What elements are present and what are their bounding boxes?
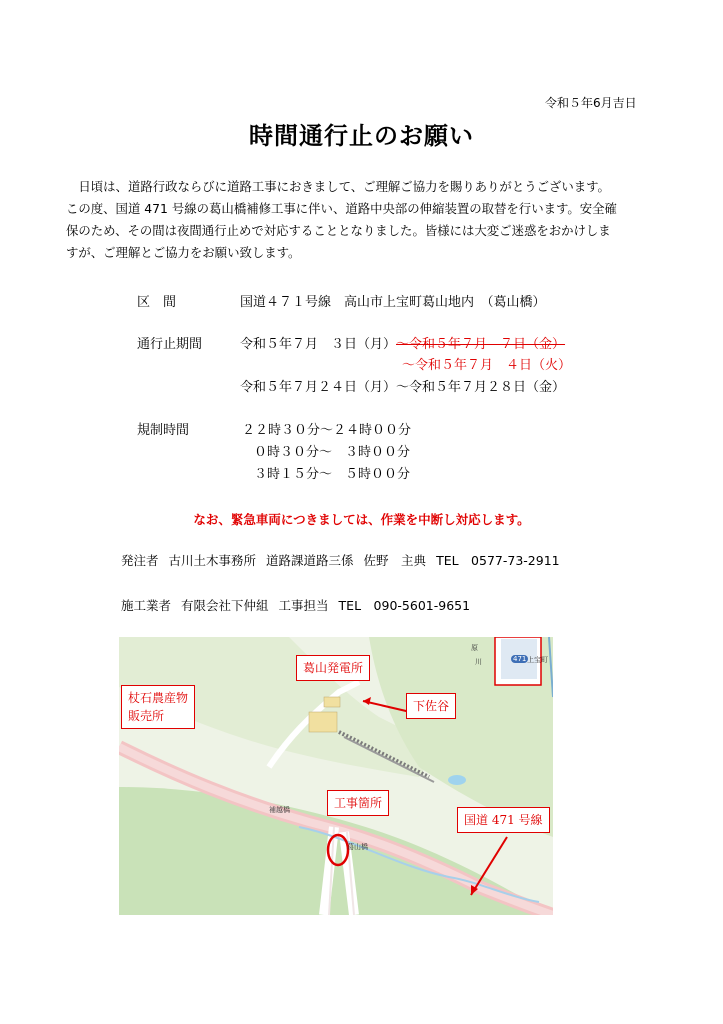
callout-worksite: 工事箇所 — [327, 790, 389, 816]
kana-map-label: 原 — [471, 644, 478, 652]
callout-power-station: 葛山発電所 — [296, 655, 370, 681]
contractor-company: 有限会社下仲組 — [181, 598, 269, 613]
contractor-person: 工事担当 — [278, 598, 329, 613]
section-label: 区 間 — [137, 295, 177, 310]
contractor-tel: TEL 090-5601-9651 — [338, 598, 471, 613]
intro-line: 保のため、その間は夜間通行止めで対応することとなりました。皆様には大変ご迷惑をおかけしま — [66, 223, 611, 238]
callout-farm-shop — [121, 685, 195, 729]
site-map — [119, 637, 553, 915]
regulation-label: 規制時間 — [137, 423, 190, 438]
emergency-notice: なお、緊急車両につきましては、作業を中断し対応します。 — [193, 512, 530, 527]
closure-revised-end: ～令和５年７月 ４日（火） — [402, 358, 572, 373]
contractor-role: 施工業者 — [121, 598, 172, 613]
closure-label: 通行止期間 — [137, 337, 203, 352]
intro-line: この度、国道 471 号線の葛山橋補修工事に伴い、道路中央部の伸縮装置の取替を行います。安全確 — [66, 201, 617, 216]
bridge-map-label: 葛山橋 — [347, 843, 368, 851]
cross-map-label: 補越橋 — [269, 806, 290, 814]
callout-shimosadani: 下佐谷 — [406, 693, 456, 719]
orderer-office: 古川土木事務所 — [168, 553, 257, 568]
issue-date: 令和５年6月吉日 — [545, 96, 637, 110]
closure-start: 令和５年７月 ３日（月） — [240, 337, 397, 352]
river-map-label: 川 — [475, 658, 482, 666]
intro-line: 日頃は、道路行政ならびに道路工事におきまして、ご理解ご協力を賜りありがとうございます。 — [66, 179, 610, 194]
page-title: 時間通行止のお願い — [249, 122, 474, 150]
intro-paragraph — [66, 176, 666, 264]
intro-line: すが、ご理解とご協力をお願い致します。 — [66, 245, 301, 260]
closure-line-3: 令和５年７月２４日（月）～令和５年７月２８日（金） — [240, 380, 566, 395]
orderer-person: 佐野 主典 — [363, 553, 427, 568]
regulation-time: ３時１５分～ ５時００分 — [254, 467, 411, 482]
orderer-role: 発注者 — [121, 553, 159, 568]
callout-route: 国道 471 号線 — [457, 807, 550, 833]
orderer-contact — [121, 551, 570, 569]
contractor-contact — [121, 596, 480, 614]
section-value: 国道４７１号線 高山市上宝町葛山地内 （葛山橋） — [240, 295, 546, 310]
orderer-tel: TEL 0577-73-2911 — [436, 553, 560, 568]
orderer-dept: 道路課道路三係 — [266, 553, 354, 568]
regulation-time: ０時３０分～ ３時００分 — [254, 445, 411, 460]
closure-line-1 — [240, 333, 565, 352]
closure-struck-end: ～令和５年７月 ７日（金） — [396, 337, 566, 352]
regulation-time: ２２時３０分～２４時００分 — [242, 423, 412, 438]
callout-farm-shop-line: 販売所 — [128, 709, 165, 723]
route-471-badge: 471 — [513, 655, 527, 663]
callout-farm-shop-line: 杖石農産物 — [128, 691, 189, 705]
town-map-label: 上宝町 — [527, 656, 548, 664]
